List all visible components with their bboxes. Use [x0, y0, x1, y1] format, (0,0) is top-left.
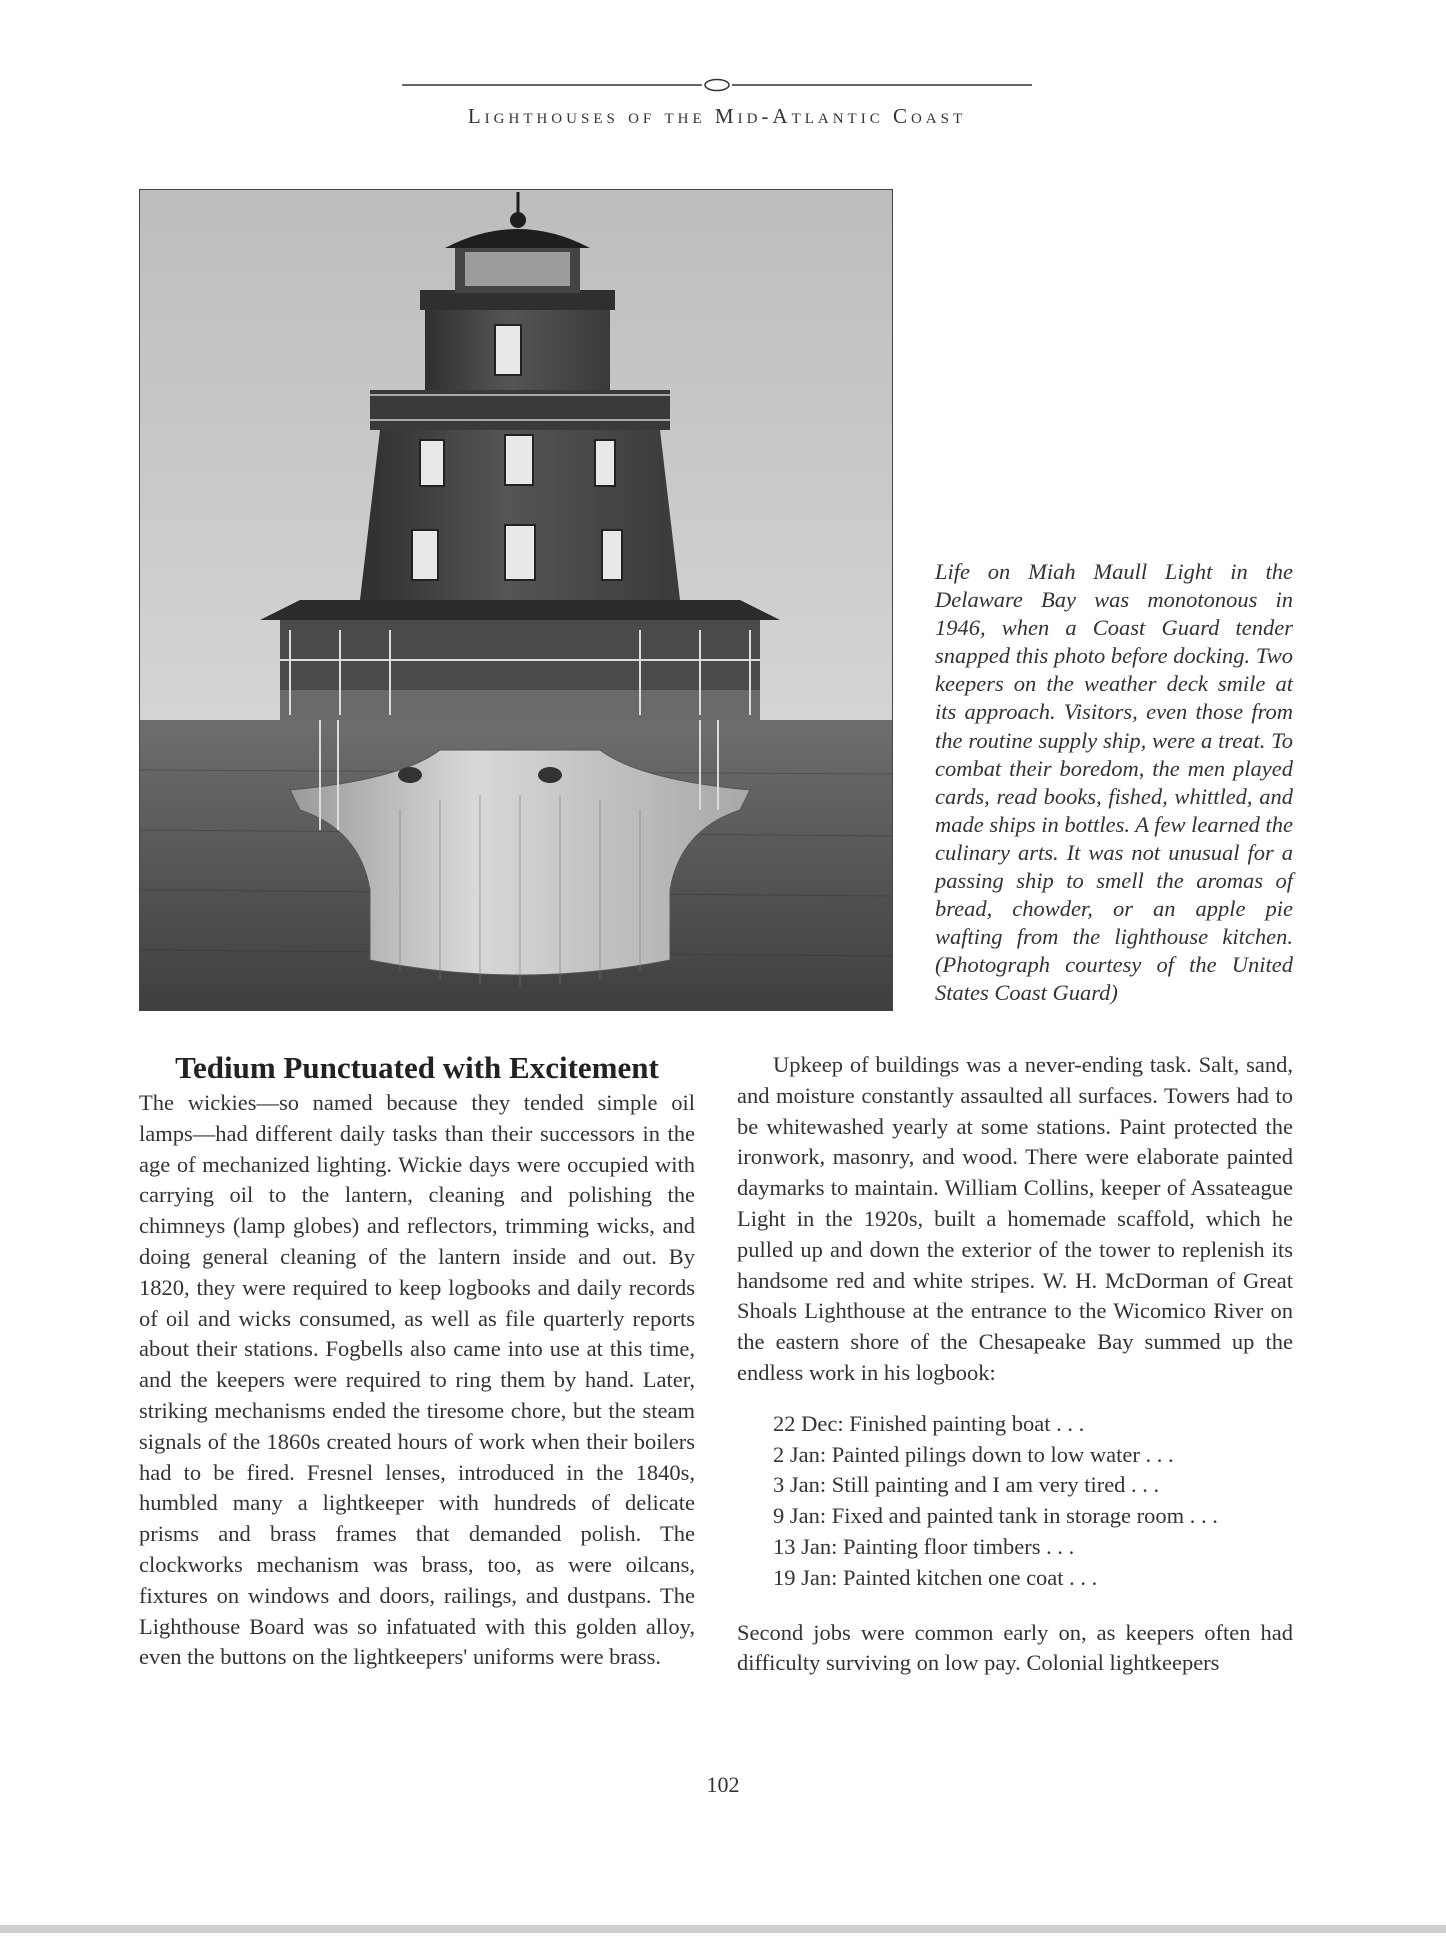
photo-caption: Life on Miah Maull Light in the Delaware Bay was monotonous in 1946, when a Coast Guard tender snapped this photo before docking. Two keepers on the weather deck smile at its approach. Visitors, even those from the routine supply ship, were a treat. To combat their boredom, the men played cards, read books, fished, whittled, and made ships in bottles. A few learned the culinary arts. It was not unusual for a passing ship to smell the aromas of bread, chowder, or an apple pie wafting from the lighthouse kitchen. (Photograph courtesy of the United States Coast Guard) — [935, 559, 1293, 1006]
footer-bar — [0, 1925, 1446, 1933]
section-heading: Tedium Punctuated with Excitement — [175, 1050, 659, 1085]
log-entry: 22 Dec: Finished painting boat . . . — [773, 1410, 1085, 1436]
page-number: 102 — [706, 1772, 740, 1797]
right-column — [737, 1050, 1293, 1679]
log-entry: 3 Jan: Still painting and I am very tired . . . — [773, 1472, 1160, 1498]
left-column — [139, 1050, 695, 1673]
header-rule-ornament — [402, 76, 1032, 94]
log-entry: 2 Jan: Painted pilings down to low water . . . — [773, 1441, 1174, 1467]
log-entry: 9 Jan: Fixed and painted tank in storage room . . . — [773, 1503, 1218, 1529]
lighthouse-illustration — [140, 190, 893, 1011]
log-entry: 19 Jan: Painted kitchen one coat . . . — [773, 1564, 1098, 1590]
running-head: Lighthouses of the Mid-Atlantic Coast — [467, 104, 967, 128]
lighthouse-photo — [139, 189, 893, 1011]
right-paragraph-2: Second jobs were common early on, as keepers often had difficulty surviving on low pay. Colonial lightkeepers — [737, 1619, 1293, 1676]
left-paragraph: The wickies—so named because they tended simple oil lamps—had different daily tasks than their successors in the age of mechanized lighting. Wickie days were occupied with carrying oil to the lantern, cleaning and polishing the chimneys (lamp globes) and reflectors, trimming wicks, and doing general cleaning of the lantern inside and out. By 1820, they were required to keep logbooks and daily records of oil and wicks consumed, as well as file quarterly reports about their stations. Fogbells also came into use at this time, and the keepers were required to ring them by hand. Later, striking mechanisms ended the tiresome chore, but the steam signals of the 1860s created hours of work when their boilers had to be fired. Fresnel lenses, introduced in the 1840s, humbled many a lightkeeper with hundreds of delicate prisms and brass frames that demanded polish. The clockworks mechanism was brass, too, as were oilcans, fixtures on windows and doors, railings, and dustpans. The Lighthouse Board was so infatuated with this golden alloy, even the buttons on the lightkeepers' uniforms were brass. — [139, 1090, 695, 1670]
log-entry: 13 Jan: Painting floor timbers . . . — [773, 1533, 1075, 1559]
logbook-entries — [773, 1409, 1293, 1594]
right-paragraph-1: Upkeep of buildings was a never-ending task. Salt, sand, and moisture constantly assaulted all surfaces. Towers had to be whitewashed yearly at some stations. Paint protected the ironwork, masonry, and wood. There were elaborate painted daymarks to maintain. William Collins, keeper of Assateague Light in the 1920s, built a homemade scaffold, which he pulled up and down the exterior of the tower to replenish its handsome red and white stripes. W. H. McDorman of Great Shoals Lighthouse at the entrance to the Wicomico River on the eastern shore of the Chesapeake Bay summed up the endless work in his logbook: — [737, 1052, 1293, 1385]
